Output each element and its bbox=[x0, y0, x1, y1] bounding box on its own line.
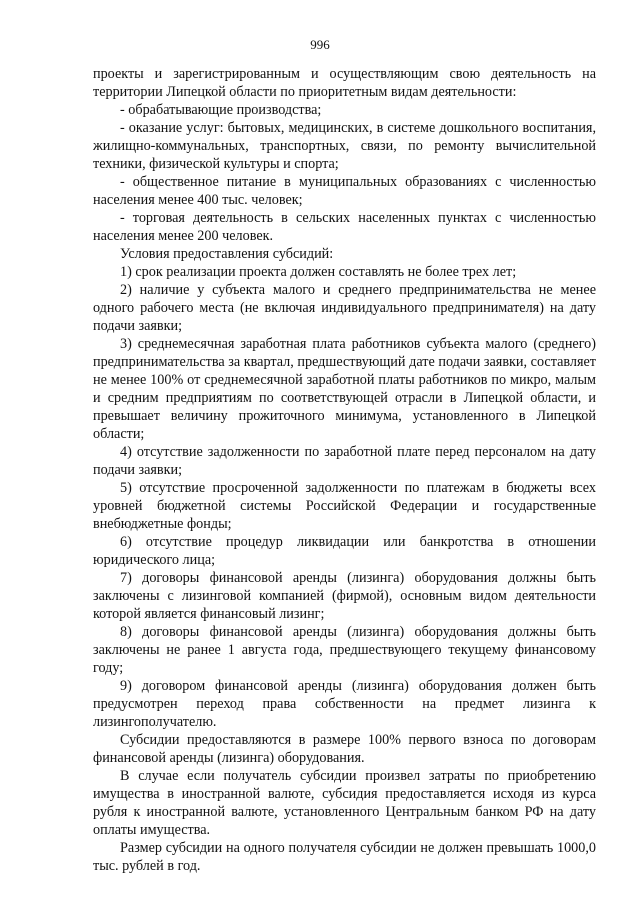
list-item-manufacturing: - обрабатывающие производства; bbox=[120, 102, 322, 118]
document-body bbox=[93, 65, 596, 875]
condition-6: 6) отсутствие процедур ликвидации или банкротства в отношении юридического лица; bbox=[93, 534, 596, 568]
condition-5: 5) отсутствие просроченной задолженности по платежам в бюджеты всех уровней бюджетной системы Российской Федерации и государственные внебюджетные фонды; bbox=[93, 480, 596, 532]
conditions-heading: Условия предоставления субсидий: bbox=[120, 246, 334, 262]
condition-8: 8) договоры финансовой аренды (лизинга) оборудования должны быть заключены не ранее 1 августа года, предшествующего текущему финансовому году; bbox=[93, 624, 596, 676]
condition-3: 3) среднемесячная заработная плата работников субъекта малого (среднего) предпринимательства за квартал, предшествующий дате подачи заявки, составляет не менее 100% от среднемесячной заработной платы работников по микро, малым и средним предприятиям по соответствующей отрасли в Липецкой области, и превышает величину прожиточного минимума, установленного в Липецкой области; bbox=[93, 336, 596, 442]
condition-2: 2) наличие у субъекта малого и среднего предпринимательства не менее одного рабочего места (не включая индивидуального предпринимателя) на дату подачи заявки; bbox=[93, 282, 596, 334]
list-item-services: - оказание услуг: бытовых, медицинских, в системе дошкольного воспитания, жилищно-коммунальных, транспортных, связи, по ремонту вычислительной техники, физической культуры и спорта; bbox=[93, 120, 596, 172]
list-item-trade: - торговая деятельность в сельских населенных пунктах с численностью населения менее 200 человек. bbox=[93, 210, 596, 244]
list-item-catering: - общественное питание в муниципальных образованиях с численностью населения менее 400 тыс. человек; bbox=[93, 174, 596, 208]
condition-4: 4) отсутствие задолженности по заработной плате перед персоналом на дату подачи заявки; bbox=[93, 444, 596, 478]
subsidy-limit-paragraph: Размер субсидии на одного получателя субсидии не должен превышать 1000,0 тыс. рублей в год. bbox=[93, 840, 596, 874]
paragraph-continuation: проекты и зарегистрированным и осуществляющим свою деятельность на территории Липецкой области по приоритетным видам деятельности: bbox=[93, 66, 596, 100]
subsidy-amount-paragraph: Субсидии предоставляются в размере 100% первого взноса по договорам финансовой аренды (лизинга) оборудования. bbox=[93, 732, 596, 766]
condition-7: 7) договоры финансовой аренды (лизинга) оборудования должны быть заключены с лизинговой компанией (фирмой), основным видом деятельности которой является финансовый лизинг; bbox=[93, 570, 596, 622]
condition-1: 1) срок реализации проекта должен составлять не более трех лет; bbox=[120, 264, 517, 280]
foreign-currency-paragraph: В случае если получатель субсидии произвел затраты по приобретению имущества в иностранной валюте, субсидия предоставляется исходя из курса рубля к иностранной валюте, установленного Центральным банком РФ на дату оплаты имущества. bbox=[93, 768, 596, 838]
page-number: 996 bbox=[310, 37, 330, 52]
condition-9: 9) договором финансовой аренды (лизинга) оборудования должен быть предусмотрен переход права собственности на предмет лизинга к лизингополучателю. bbox=[93, 678, 596, 730]
